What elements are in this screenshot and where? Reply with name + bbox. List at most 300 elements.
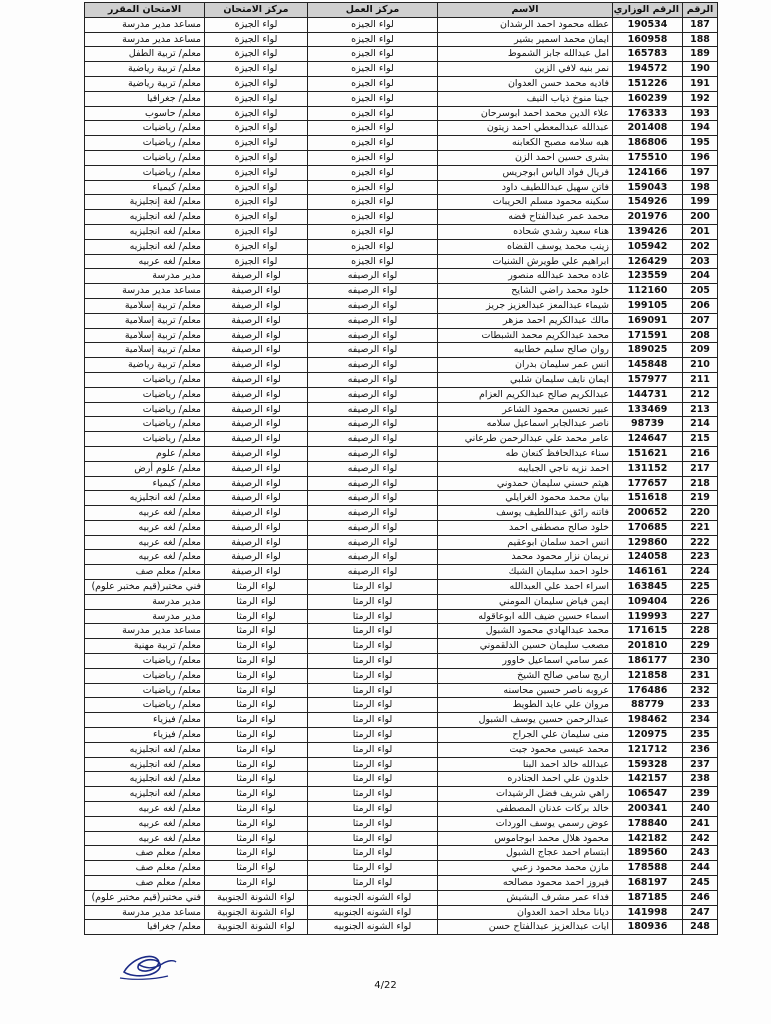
row-exam-center: لواء الرصيفة bbox=[205, 461, 308, 476]
row-work-center: لواء الجيزه bbox=[308, 17, 438, 32]
row-work-center: لواء الرمثا bbox=[308, 594, 438, 609]
row-exam: معلم/ تربية إسلامية bbox=[85, 313, 205, 328]
row-work-center: لواء الرصيفه bbox=[308, 313, 438, 328]
row-name: ديانا مخلد احمد العدوان bbox=[438, 905, 613, 920]
page-number: 4/22 bbox=[374, 980, 397, 991]
row-exam: معلم/ تربية رياضية bbox=[85, 358, 205, 373]
row-name: عوض رسمي يوسف الوردات bbox=[438, 816, 613, 831]
header-ministry-id: الرقم الوزاري bbox=[613, 3, 683, 18]
row-ministry-id: 176333 bbox=[613, 106, 683, 121]
row-exam-center: لواء الشونة الجنوبية bbox=[205, 920, 308, 935]
row-ministry-id: 129860 bbox=[613, 535, 683, 550]
row-exam-center: لواء الرصيفة bbox=[205, 535, 308, 550]
row-ministry-id: 168197 bbox=[613, 876, 683, 891]
row-name: غاده محمد عبدالله منصور bbox=[438, 269, 613, 284]
row-seq: 242 bbox=[683, 831, 718, 846]
row-name: فاتن سهيل عبداللطيف داود bbox=[438, 180, 613, 195]
row-name: مالك عبدالكريم احمد مزهر bbox=[438, 313, 613, 328]
row-ministry-id: 200341 bbox=[613, 802, 683, 817]
row-exam: معلم/ فيزياء bbox=[85, 713, 205, 728]
row-name: زينب محمد يوسف القضاه bbox=[438, 239, 613, 254]
row-exam-center: لواء الرمثا bbox=[205, 654, 308, 669]
row-ministry-id: 177657 bbox=[613, 476, 683, 491]
table-row bbox=[85, 594, 718, 609]
row-ministry-id: 105942 bbox=[613, 239, 683, 254]
row-ministry-id: 109404 bbox=[613, 594, 683, 609]
row-work-center: لواء الرصيفه bbox=[308, 565, 438, 580]
row-ministry-id: 189560 bbox=[613, 846, 683, 861]
row-seq: 197 bbox=[683, 165, 718, 180]
row-name: منى سليمان علي الجراح bbox=[438, 728, 613, 743]
row-name: عبدالرحمن حسين يوسف الشبول bbox=[438, 713, 613, 728]
row-exam-center: لواء الرصيفة bbox=[205, 298, 308, 313]
table-row bbox=[85, 284, 718, 299]
row-ministry-id: 106547 bbox=[613, 787, 683, 802]
row-ministry-id: 119993 bbox=[613, 609, 683, 624]
row-ministry-id: 198462 bbox=[613, 713, 683, 728]
row-ministry-id: 88779 bbox=[613, 698, 683, 713]
row-seq: 212 bbox=[683, 387, 718, 402]
table-row bbox=[85, 328, 718, 343]
row-work-center: لواء الجيزه bbox=[308, 91, 438, 106]
signature-icon bbox=[118, 948, 180, 982]
row-exam: معلم/ رياضيات bbox=[85, 121, 205, 136]
row-seq: 193 bbox=[683, 106, 718, 121]
row-exam-center: لواء الجيزة bbox=[205, 47, 308, 62]
row-ministry-id: 123559 bbox=[613, 269, 683, 284]
row-name: عبدالكريم صالح عبدالكريم العزام bbox=[438, 387, 613, 402]
row-work-center: لواء الرصيفه bbox=[308, 387, 438, 402]
row-name: ايات عبدالعزيز عبدالفتاح حسن bbox=[438, 920, 613, 935]
row-name: انس احمد سلمان ابوعقيم bbox=[438, 535, 613, 550]
row-work-center: لواء الرمثا bbox=[308, 876, 438, 891]
row-exam: معلم/ لغه انجليزيه bbox=[85, 757, 205, 772]
row-seq: 218 bbox=[683, 476, 718, 491]
table-row bbox=[85, 136, 718, 151]
row-ministry-id: 151621 bbox=[613, 446, 683, 461]
header-seq: الرقم bbox=[683, 3, 718, 18]
row-work-center: لواء الشونه الجنوبيه bbox=[308, 920, 438, 935]
row-work-center: لواء الرصيفه bbox=[308, 269, 438, 284]
row-name: ايمان محمد اسمير بشير bbox=[438, 32, 613, 47]
row-name: امل عبدالله جابز الشموط bbox=[438, 47, 613, 62]
row-ministry-id: 171615 bbox=[613, 624, 683, 639]
row-exam-center: لواء الرمثا bbox=[205, 609, 308, 624]
row-ministry-id: 145848 bbox=[613, 358, 683, 373]
row-ministry-id: 199105 bbox=[613, 298, 683, 313]
row-name: اسراء احمد علي العبدالله bbox=[438, 580, 613, 595]
row-name: مروان علي عايد الطويط bbox=[438, 698, 613, 713]
row-name: عطله محمود احمد الرشدان bbox=[438, 17, 613, 32]
row-exam-center: لواء الجيزة bbox=[205, 180, 308, 195]
row-exam: معلم/ لغه انجليزيه bbox=[85, 224, 205, 239]
table-header-row bbox=[85, 3, 718, 18]
row-seq: 234 bbox=[683, 713, 718, 728]
row-work-center: لواء الرمثا bbox=[308, 831, 438, 846]
row-name: جينا منوخ ذياب النيف bbox=[438, 91, 613, 106]
row-name: عامر محمد علي عبدالرحمن طرعاني bbox=[438, 432, 613, 447]
table-row bbox=[85, 372, 718, 387]
row-exam: معلم/ رياضيات bbox=[85, 150, 205, 165]
row-name: محمد عبدالكريم محمد الشبطات bbox=[438, 328, 613, 343]
row-name: محمد عبدالهادي محمود الشبول bbox=[438, 624, 613, 639]
row-exam-center: لواء الجيزة bbox=[205, 32, 308, 47]
row-work-center: لواء الرمثا bbox=[308, 742, 438, 757]
row-work-center: لواء الرصيفه bbox=[308, 358, 438, 373]
table-row bbox=[85, 417, 718, 432]
row-work-center: لواء الرمثا bbox=[308, 609, 438, 624]
row-seq: 243 bbox=[683, 846, 718, 861]
row-ministry-id: 186177 bbox=[613, 654, 683, 669]
row-ministry-id: 189025 bbox=[613, 343, 683, 358]
table-row bbox=[85, 654, 718, 669]
row-exam-center: لواء الرصيفة bbox=[205, 284, 308, 299]
table-body bbox=[85, 17, 718, 934]
table-row bbox=[85, 254, 718, 269]
row-work-center: لواء الجيزه bbox=[308, 47, 438, 62]
row-exam-center: لواء الرمثا bbox=[205, 580, 308, 595]
row-seq: 248 bbox=[683, 920, 718, 935]
row-work-center: لواء الرمثا bbox=[308, 654, 438, 669]
row-work-center: لواء الرصيفه bbox=[308, 535, 438, 550]
row-ministry-id: 151618 bbox=[613, 491, 683, 506]
row-seq: 213 bbox=[683, 402, 718, 417]
row-exam: معلم/ جغرافيا bbox=[85, 91, 205, 106]
row-exam: معلم/ لغه انجليزيه bbox=[85, 239, 205, 254]
candidates-table bbox=[84, 2, 718, 935]
row-work-center: لواء الرمثا bbox=[308, 713, 438, 728]
row-ministry-id: 169091 bbox=[613, 313, 683, 328]
row-seq: 229 bbox=[683, 639, 718, 654]
row-exam-center: لواء الجيزة bbox=[205, 106, 308, 121]
row-exam: فني مختبر(قيم مختبر علوم) bbox=[85, 890, 205, 905]
row-seq: 207 bbox=[683, 313, 718, 328]
row-work-center: لواء الجيزه bbox=[308, 165, 438, 180]
row-exam: معلم/ لغه انجليزيه bbox=[85, 491, 205, 506]
row-exam-center: لواء الجيزة bbox=[205, 239, 308, 254]
row-ministry-id: 187185 bbox=[613, 890, 683, 905]
table-row bbox=[85, 165, 718, 180]
row-exam-center: لواء الجيزة bbox=[205, 165, 308, 180]
row-ministry-id: 151226 bbox=[613, 76, 683, 91]
row-exam-center: لواء الجيزة bbox=[205, 136, 308, 151]
row-seq: 239 bbox=[683, 787, 718, 802]
row-exam-center: لواء الرمثا bbox=[205, 861, 308, 876]
row-seq: 247 bbox=[683, 905, 718, 920]
row-seq: 233 bbox=[683, 698, 718, 713]
table-row bbox=[85, 47, 718, 62]
row-name: فيروز احمد محمود مصالحه bbox=[438, 876, 613, 891]
row-seq: 237 bbox=[683, 757, 718, 772]
row-name: خالد بركات عدنان المصطفى bbox=[438, 802, 613, 817]
row-work-center: لواء الجيزه bbox=[308, 239, 438, 254]
row-work-center: لواء الجيزه bbox=[308, 224, 438, 239]
row-exam-center: لواء الرمثا bbox=[205, 802, 308, 817]
row-ministry-id: 160958 bbox=[613, 32, 683, 47]
row-seq: 196 bbox=[683, 150, 718, 165]
row-name: هناء سعيد رشدي شحاده bbox=[438, 224, 613, 239]
row-ministry-id: 121858 bbox=[613, 668, 683, 683]
row-ministry-id: 144731 bbox=[613, 387, 683, 402]
row-exam: معلم/ لغه عربيه bbox=[85, 802, 205, 817]
table-row bbox=[85, 387, 718, 402]
row-exam: مدير مدرسة bbox=[85, 269, 205, 284]
row-exam: مساعد مدير مدرسة bbox=[85, 32, 205, 47]
row-exam-center: لواء الرمثا bbox=[205, 742, 308, 757]
row-work-center: لواء الرصيفه bbox=[308, 506, 438, 521]
row-exam-center: لواء الجيزة bbox=[205, 224, 308, 239]
table-row bbox=[85, 76, 718, 91]
row-work-center: لواء الرمثا bbox=[308, 580, 438, 595]
row-work-center: لواء الرصيفه bbox=[308, 550, 438, 565]
row-ministry-id: 163845 bbox=[613, 580, 683, 595]
row-exam-center: لواء الرصيفة bbox=[205, 506, 308, 521]
row-exam: معلم/ فيزياء bbox=[85, 728, 205, 743]
row-work-center: لواء الجيزه bbox=[308, 180, 438, 195]
row-ministry-id: 190534 bbox=[613, 17, 683, 32]
row-exam: معلم/ لغة إنجليزية bbox=[85, 195, 205, 210]
row-seq: 227 bbox=[683, 609, 718, 624]
row-exam-center: لواء الشونة الجنوبية bbox=[205, 890, 308, 905]
row-exam: معلم/ معلم صف bbox=[85, 565, 205, 580]
row-ministry-id: 124166 bbox=[613, 165, 683, 180]
row-work-center: لواء الجيزه bbox=[308, 62, 438, 77]
row-exam: معلم/ رياضيات bbox=[85, 387, 205, 402]
row-name: نريمان نزار محمود محمد bbox=[438, 550, 613, 565]
row-exam-center: لواء الرصيفة bbox=[205, 343, 308, 358]
table-row bbox=[85, 476, 718, 491]
table-row bbox=[85, 432, 718, 447]
table-row bbox=[85, 565, 718, 580]
row-seq: 192 bbox=[683, 91, 718, 106]
row-work-center: لواء الرمثا bbox=[308, 772, 438, 787]
row-ministry-id: 186806 bbox=[613, 136, 683, 151]
row-ministry-id: 98739 bbox=[613, 417, 683, 432]
row-exam: معلم/ جغرافيا bbox=[85, 920, 205, 935]
table-row bbox=[85, 343, 718, 358]
table-row bbox=[85, 506, 718, 521]
row-exam-center: لواء الرمثا bbox=[205, 831, 308, 846]
row-exam-center: لواء الرمثا bbox=[205, 594, 308, 609]
table-row bbox=[85, 698, 718, 713]
table-row bbox=[85, 461, 718, 476]
row-ministry-id: 126429 bbox=[613, 254, 683, 269]
row-exam-center: لواء الرمثا bbox=[205, 728, 308, 743]
row-name: ابتسام احمد عجاج الشبول bbox=[438, 846, 613, 861]
row-name: خلدون علي احمد الجنادره bbox=[438, 772, 613, 787]
row-seq: 188 bbox=[683, 32, 718, 47]
header-name: الاسم bbox=[438, 3, 613, 18]
row-work-center: لواء الجيزه bbox=[308, 150, 438, 165]
row-exam-center: لواء الجيزة bbox=[205, 91, 308, 106]
row-ministry-id: 142157 bbox=[613, 772, 683, 787]
row-ministry-id: 133469 bbox=[613, 402, 683, 417]
row-work-center: لواء الرمثا bbox=[308, 683, 438, 698]
row-exam: معلم/ لغه عربيه bbox=[85, 816, 205, 831]
row-exam: معلم/ رياضيات bbox=[85, 654, 205, 669]
row-exam-center: لواء الجيزة bbox=[205, 76, 308, 91]
row-ministry-id: 159043 bbox=[613, 180, 683, 195]
row-exam: معلم/ لغه عربيه bbox=[85, 550, 205, 565]
row-name: عمر سامي اسماعيل خاوور bbox=[438, 654, 613, 669]
row-exam: معلم/ لغه انجليزيه bbox=[85, 787, 205, 802]
row-name: فاتنه رائق عبداللطيف يوسف bbox=[438, 506, 613, 521]
row-exam: معلم/ تربية إسلامية bbox=[85, 343, 205, 358]
row-exam: معلم/ كيمياء bbox=[85, 180, 205, 195]
row-ministry-id: 178588 bbox=[613, 861, 683, 876]
row-name: نمر بنيه لافي الزين bbox=[438, 62, 613, 77]
table-row bbox=[85, 224, 718, 239]
row-ministry-id: 165783 bbox=[613, 47, 683, 62]
row-name: هيثم حسني سليمان حمدوني bbox=[438, 476, 613, 491]
row-seq: 219 bbox=[683, 491, 718, 506]
row-exam-center: لواء الرصيفة bbox=[205, 328, 308, 343]
row-name: محمد عيسى محمود جيت bbox=[438, 742, 613, 757]
table-row bbox=[85, 787, 718, 802]
row-work-center: لواء الرمثا bbox=[308, 668, 438, 683]
row-seq: 206 bbox=[683, 298, 718, 313]
row-seq: 240 bbox=[683, 802, 718, 817]
row-exam: معلم/ كيمياء bbox=[85, 476, 205, 491]
row-seq: 235 bbox=[683, 728, 718, 743]
table-row bbox=[85, 150, 718, 165]
table-row bbox=[85, 520, 718, 535]
row-exam: معلم/ معلم صف bbox=[85, 846, 205, 861]
row-ministry-id: 180936 bbox=[613, 920, 683, 935]
table-row bbox=[85, 728, 718, 743]
row-exam: معلم/ لغه عربيه bbox=[85, 831, 205, 846]
row-name: شيماء عبدالمعز عبدالعزيز جريز bbox=[438, 298, 613, 313]
row-exam-center: لواء الرصيفة bbox=[205, 313, 308, 328]
row-exam: مساعد مدير مدرسة bbox=[85, 624, 205, 639]
row-exam-center: لواء الشونة الجنوبية bbox=[205, 905, 308, 920]
row-exam-center: لواء الرمثا bbox=[205, 816, 308, 831]
row-seq: 220 bbox=[683, 506, 718, 521]
row-exam-center: لواء الرصيفة bbox=[205, 372, 308, 387]
row-seq: 241 bbox=[683, 816, 718, 831]
row-ministry-id: 178840 bbox=[613, 816, 683, 831]
row-seq: 216 bbox=[683, 446, 718, 461]
table-row bbox=[85, 920, 718, 935]
table-row bbox=[85, 890, 718, 905]
row-ministry-id: 121712 bbox=[613, 742, 683, 757]
row-exam-center: لواء الجيزة bbox=[205, 150, 308, 165]
row-seq: 190 bbox=[683, 62, 718, 77]
row-seq: 209 bbox=[683, 343, 718, 358]
row-work-center: لواء الشونه الجنوبيه bbox=[308, 890, 438, 905]
row-seq: 201 bbox=[683, 224, 718, 239]
row-exam-center: لواء الرمثا bbox=[205, 668, 308, 683]
table-row bbox=[85, 816, 718, 831]
row-ministry-id: 201810 bbox=[613, 639, 683, 654]
row-seq: 203 bbox=[683, 254, 718, 269]
table-row bbox=[85, 861, 718, 876]
row-name: مصعب سليمان حسين الدلقموني bbox=[438, 639, 613, 654]
row-exam: مدير مدرسة bbox=[85, 594, 205, 609]
row-exam-center: لواء الرصيفة bbox=[205, 476, 308, 491]
row-name: فاديه محمد حسن العدوان bbox=[438, 76, 613, 91]
row-exam-center: لواء الرصيفة bbox=[205, 432, 308, 447]
row-ministry-id: 112160 bbox=[613, 284, 683, 299]
row-exam: معلم/ رياضيات bbox=[85, 683, 205, 698]
table-row bbox=[85, 683, 718, 698]
row-name: عبدالله عبدالمعطي احمد زيتون bbox=[438, 121, 613, 136]
row-exam: معلم/ رياضيات bbox=[85, 417, 205, 432]
row-work-center: لواء الجيزه bbox=[308, 106, 438, 121]
row-exam-center: لواء الجيزة bbox=[205, 121, 308, 136]
row-seq: 191 bbox=[683, 76, 718, 91]
row-ministry-id: 124058 bbox=[613, 550, 683, 565]
row-exam-center: لواء الرمثا bbox=[205, 624, 308, 639]
row-work-center: لواء الرمثا bbox=[308, 728, 438, 743]
table-row bbox=[85, 580, 718, 595]
row-exam: معلم/ رياضيات bbox=[85, 402, 205, 417]
row-exam: معلم/ رياضيات bbox=[85, 372, 205, 387]
row-work-center: لواء الرمثا bbox=[308, 846, 438, 861]
row-name: خلود صالح مصطفى احمد bbox=[438, 520, 613, 535]
row-work-center: لواء الجيزه bbox=[308, 121, 438, 136]
row-seq: 214 bbox=[683, 417, 718, 432]
row-ministry-id: 176486 bbox=[613, 683, 683, 698]
row-seq: 224 bbox=[683, 565, 718, 580]
row-work-center: لواء الرصيفه bbox=[308, 491, 438, 506]
row-seq: 228 bbox=[683, 624, 718, 639]
row-seq: 189 bbox=[683, 47, 718, 62]
row-work-center: لواء الرصيفه bbox=[308, 476, 438, 491]
row-seq: 204 bbox=[683, 269, 718, 284]
row-name: محمود هلال محمد ابوجاموس bbox=[438, 831, 613, 846]
table-row bbox=[85, 298, 718, 313]
row-work-center: لواء الرصيفه bbox=[308, 343, 438, 358]
header-exam: الامتحان المقرر bbox=[85, 3, 205, 18]
row-seq: 200 bbox=[683, 210, 718, 225]
row-name: اريج سامي صالح الشيخ bbox=[438, 668, 613, 683]
table-row bbox=[85, 876, 718, 891]
row-name: عبدالله خالد احمد البنا bbox=[438, 757, 613, 772]
table-row bbox=[85, 62, 718, 77]
table-row bbox=[85, 32, 718, 47]
row-work-center: لواء الرصيفه bbox=[308, 520, 438, 535]
row-exam-center: لواء الرمثا bbox=[205, 772, 308, 787]
table-row bbox=[85, 269, 718, 284]
row-work-center: لواء الرصيفه bbox=[308, 402, 438, 417]
row-seq: 236 bbox=[683, 742, 718, 757]
row-name: علاء الدين محمد احمد ابوسرحان bbox=[438, 106, 613, 121]
row-ministry-id: 170685 bbox=[613, 520, 683, 535]
row-work-center: لواء الشونه الجنوبيه bbox=[308, 905, 438, 920]
row-exam-center: لواء الرمثا bbox=[205, 876, 308, 891]
row-exam-center: لواء الرمثا bbox=[205, 683, 308, 698]
row-work-center: لواء الرصيفه bbox=[308, 298, 438, 313]
row-exam-center: لواء الرمثا bbox=[205, 639, 308, 654]
row-exam: معلم/ رياضيات bbox=[85, 136, 205, 151]
row-work-center: لواء الرمثا bbox=[308, 802, 438, 817]
row-work-center: لواء الجيزه bbox=[308, 32, 438, 47]
row-seq: 245 bbox=[683, 876, 718, 891]
row-work-center: لواء الرمثا bbox=[308, 816, 438, 831]
row-name: هبه سلامه مصبح الكعابنه bbox=[438, 136, 613, 151]
row-exam: مساعد مدير مدرسة bbox=[85, 905, 205, 920]
row-work-center: لواء الرصيفه bbox=[308, 372, 438, 387]
row-exam-center: لواء الجيزة bbox=[205, 210, 308, 225]
row-work-center: لواء الرصيفه bbox=[308, 461, 438, 476]
row-name: خلود احمد سليمان الشبك bbox=[438, 565, 613, 580]
row-exam: مساعد مدير مدرسة bbox=[85, 17, 205, 32]
row-exam: معلم/ لغه انجليزيه bbox=[85, 772, 205, 787]
row-exam: معلم/ علوم أرض bbox=[85, 461, 205, 476]
row-seq: 246 bbox=[683, 890, 718, 905]
row-name: محمد عمر عبدالفتاح فضه bbox=[438, 210, 613, 225]
